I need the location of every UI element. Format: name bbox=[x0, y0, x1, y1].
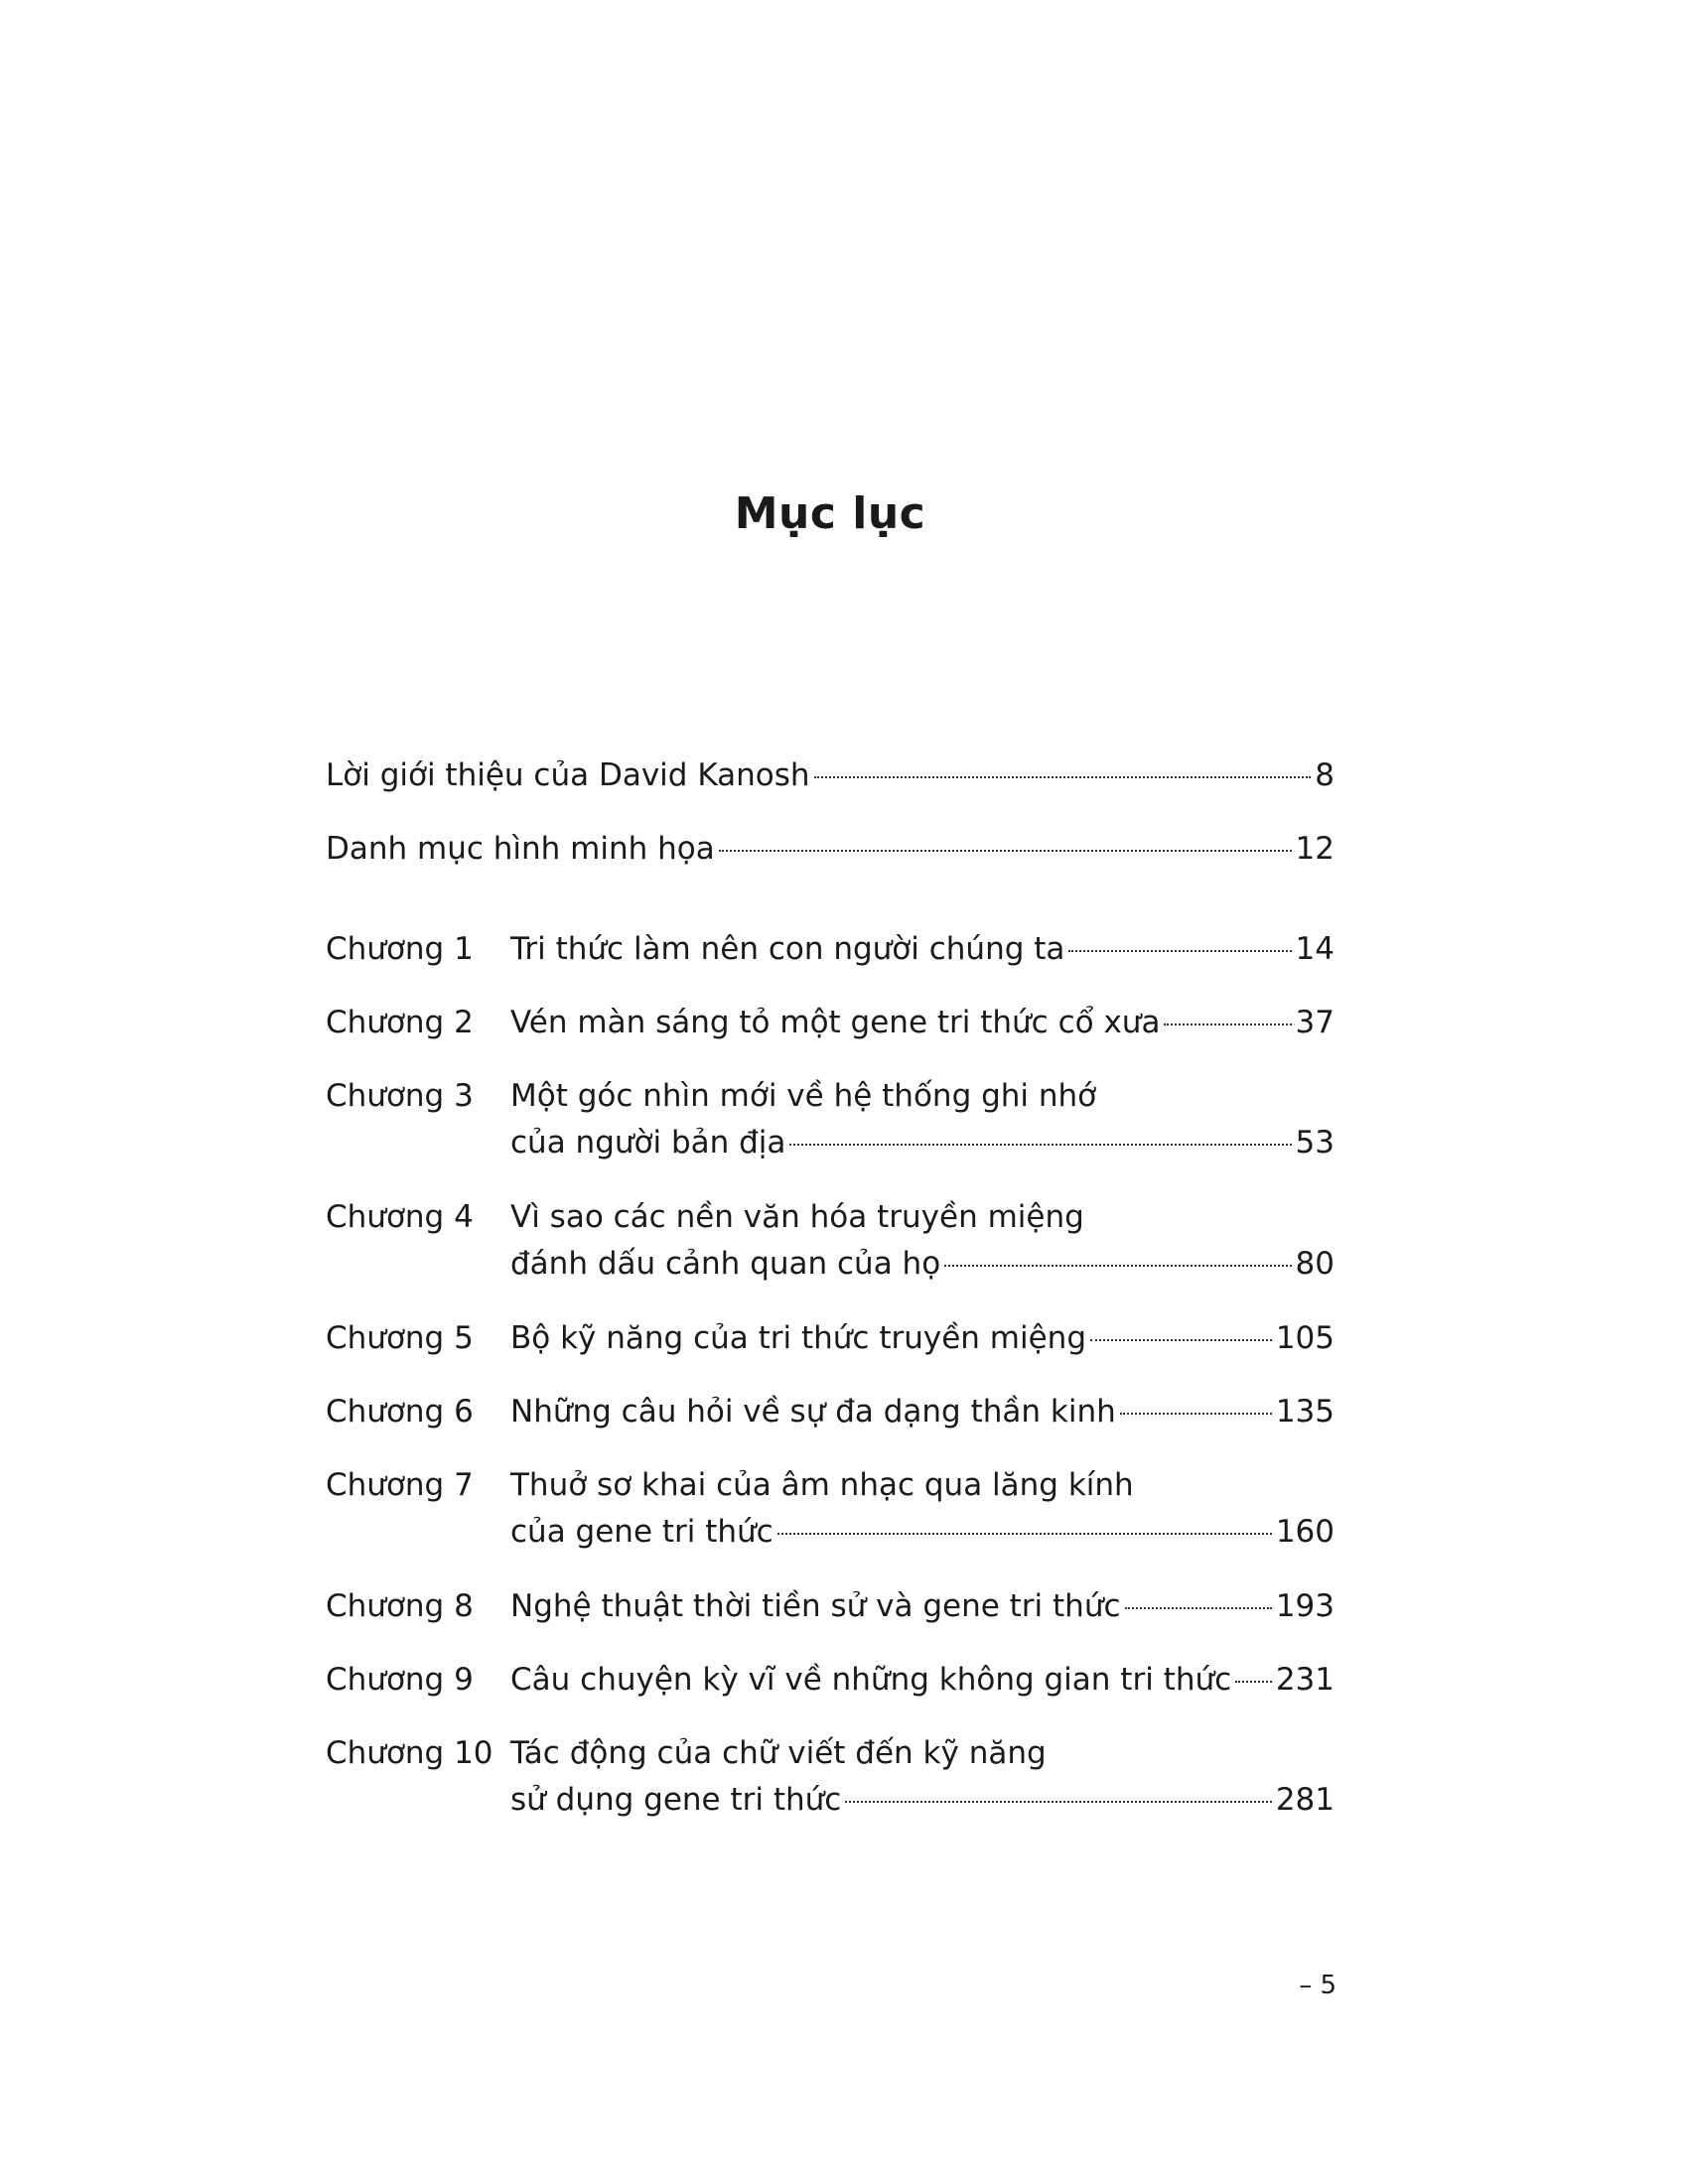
chapter-label: Chương 8 bbox=[326, 1588, 474, 1624]
toc-page-number: 37 bbox=[1295, 1005, 1335, 1040]
toc-page-number: 14 bbox=[1295, 931, 1335, 967]
toc-entry-chapter-1[interactable] bbox=[326, 926, 1335, 973]
toc-page-number: 281 bbox=[1275, 1782, 1335, 1818]
toc-entry-text: Danh mục hình minh họa bbox=[326, 831, 715, 867]
chapter-title: Một góc nhìn mới về hệ thống ghi nhớ bbox=[510, 1078, 1097, 1114]
dot-leader bbox=[845, 1801, 1271, 1803]
toc-page-number: 193 bbox=[1275, 1588, 1335, 1624]
chapter-title-continued: đánh dấu cảnh quan của họ bbox=[510, 1246, 941, 1282]
chapter-title: Vén màn sáng tỏ một gene tri thức cổ xưa bbox=[510, 1005, 1161, 1040]
dot-leader bbox=[1125, 1607, 1272, 1609]
toc-page-number: 135 bbox=[1275, 1394, 1335, 1430]
dot-leader bbox=[814, 776, 1312, 778]
toc-entry-introduction[interactable] bbox=[326, 752, 1335, 799]
chapter-title: Thuở sơ khai của âm nhạc qua lăng kính bbox=[510, 1467, 1134, 1503]
chapter-label: Chương 10 bbox=[326, 1735, 493, 1771]
chapter-label: Chương 1 bbox=[326, 931, 474, 967]
toc-entry-chapter-10[interactable] bbox=[326, 1730, 1335, 1824]
toc-page-number: 231 bbox=[1275, 1662, 1335, 1698]
toc-entry-chapter-4[interactable] bbox=[326, 1194, 1335, 1288]
dot-leader bbox=[944, 1265, 1291, 1267]
chapter-title: Nghệ thuật thời tiền sử và gene tri thức bbox=[510, 1588, 1121, 1624]
toc-page-number: 53 bbox=[1295, 1125, 1335, 1160]
page-title: Mục lục bbox=[734, 488, 926, 539]
toc-page-number: 12 bbox=[1295, 831, 1335, 867]
chapter-title: Câu chuyện kỳ vĩ về những không gian tri thức bbox=[510, 1662, 1232, 1698]
dot-leader bbox=[1164, 1024, 1291, 1025]
toc-entry-chapter-3[interactable] bbox=[326, 1073, 1335, 1166]
page-folio: – 5 bbox=[1299, 1971, 1336, 2000]
chapter-label: Chương 6 bbox=[326, 1394, 474, 1430]
chapter-title-continued: sử dụng gene tri thức bbox=[510, 1782, 842, 1818]
toc-entry-chapter-2[interactable] bbox=[326, 1000, 1335, 1046]
dot-leader bbox=[777, 1533, 1272, 1535]
toc-entry-chapter-5[interactable] bbox=[326, 1315, 1335, 1362]
toc-page-number: 105 bbox=[1275, 1320, 1335, 1356]
chapter-label: Chương 3 bbox=[326, 1078, 474, 1114]
chapter-title: Những câu hỏi về sự đa dạng thần kinh bbox=[510, 1394, 1116, 1430]
toc-entry-chapter-8[interactable] bbox=[326, 1583, 1335, 1630]
chapter-title-continued: của gene tri thức bbox=[510, 1514, 774, 1550]
toc-entry-chapter-6[interactable] bbox=[326, 1389, 1335, 1435]
toc-entry-chapter-7[interactable] bbox=[326, 1462, 1335, 1556]
chapter-title: Vì sao các nền văn hóa truyền miệng bbox=[510, 1199, 1084, 1235]
chapter-label: Chương 7 bbox=[326, 1467, 474, 1503]
chapter-label: Chương 9 bbox=[326, 1662, 474, 1698]
toc-entry-text: Lời giới thiệu của David Kanosh bbox=[326, 757, 810, 793]
toc-page-number: 80 bbox=[1295, 1246, 1335, 1282]
toc-entry-chapter-9[interactable] bbox=[326, 1657, 1335, 1704]
toc-entry-illustrations[interactable] bbox=[326, 826, 1335, 873]
dot-leader bbox=[1235, 1681, 1272, 1683]
dot-leader bbox=[1120, 1413, 1272, 1415]
chapter-title: Tác động của chữ viết đến kỹ năng bbox=[510, 1735, 1047, 1771]
chapter-title-continued: của người bản địa bbox=[510, 1125, 786, 1160]
chapter-label: Chương 5 bbox=[326, 1320, 474, 1356]
dot-leader bbox=[789, 1144, 1291, 1146]
toc-page-number: 160 bbox=[1275, 1514, 1335, 1550]
dot-leader bbox=[719, 850, 1292, 852]
chapter-label: Chương 2 bbox=[326, 1005, 474, 1040]
chapter-label: Chương 4 bbox=[326, 1199, 474, 1235]
dot-leader bbox=[1068, 950, 1291, 952]
toc-page-number: 8 bbox=[1315, 757, 1335, 793]
chapter-title: Tri thức làm nên con người chúng ta bbox=[510, 931, 1065, 967]
dot-leader bbox=[1090, 1339, 1272, 1341]
chapter-title: Bộ kỹ năng của tri thức truyền miệng bbox=[510, 1320, 1086, 1356]
